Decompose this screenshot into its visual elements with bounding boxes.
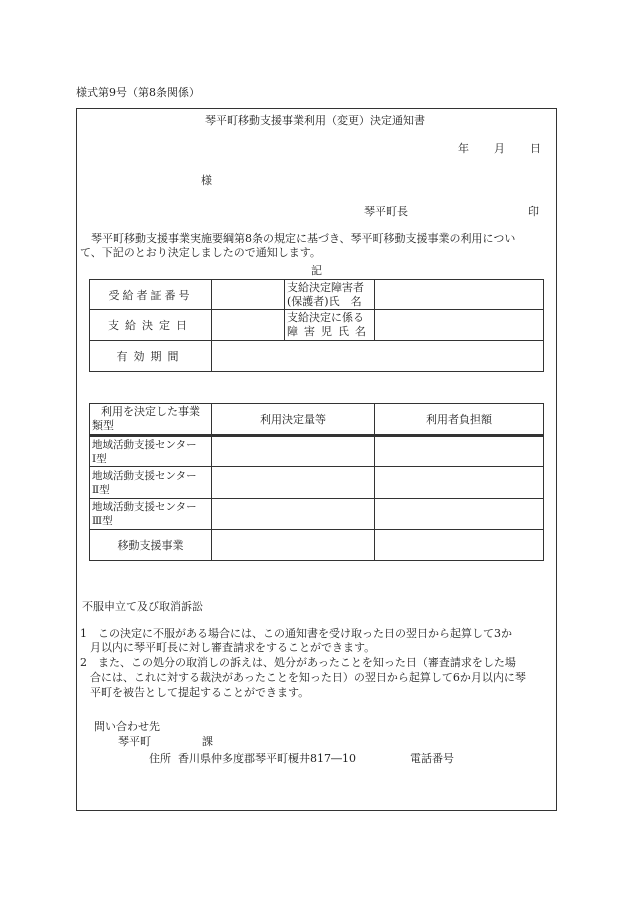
validity-value xyxy=(212,341,544,372)
date-day: 日 xyxy=(530,142,541,155)
appeal-item1-line2: 月以内に琴平町長に対し審査請求をすることができます。 xyxy=(90,641,376,654)
contact-address: 香川県仲多度郡琴平町榎井817―10 xyxy=(178,752,356,765)
contact-phone-label: 電話番号 xyxy=(410,752,454,765)
date-year: 年 xyxy=(458,142,469,155)
contact-town: 琴平町 xyxy=(118,735,151,748)
child-label: 支給決定に係る 障害児氏名 xyxy=(285,310,375,341)
type-row-3: 地域活動支援センター Ⅲ型 xyxy=(90,499,212,530)
child-value xyxy=(375,310,544,341)
mobility-label: 移動支援事業 xyxy=(90,530,212,561)
header-burden: 利用者負担額 xyxy=(375,404,544,435)
intro-line-2: て、下記のとおり決定しましたので通知します。 xyxy=(80,246,321,259)
decision-date-value xyxy=(212,310,285,341)
contact-section: 課 xyxy=(202,735,213,748)
amount-row-2 xyxy=(212,467,375,499)
type-row-1: 地域活動支援センター Ⅰ型 xyxy=(90,437,212,467)
burden-row-1 xyxy=(375,437,544,467)
seal: 印 xyxy=(528,205,539,218)
contact-heading: 問い合わせ先 xyxy=(94,720,160,733)
form-number: 様式第9号（第8条関係） xyxy=(76,86,200,99)
contact-address-label: 住所 xyxy=(149,752,171,765)
guardian-label: 支給決定障害者 (保護者)氏 名 xyxy=(285,280,375,310)
date-month: 月 xyxy=(494,142,505,155)
guardian-value xyxy=(375,280,544,310)
recipient-id-value xyxy=(212,280,285,310)
type-row-2: 地域活動支援センター Ⅱ型 xyxy=(90,467,212,499)
document-title: 琴平町移動支援事業利用（変更）決定通知書 xyxy=(205,114,425,127)
info-table xyxy=(89,279,544,372)
header-amount: 利用決定量等 xyxy=(212,404,375,435)
appeal-heading: 不服申立て及び取消訴訟 xyxy=(82,600,203,613)
amount-row-1 xyxy=(212,437,375,467)
validity-label: 有効期間 xyxy=(90,341,212,372)
burden-row-3 xyxy=(375,499,544,530)
mobility-burden xyxy=(375,530,544,561)
amount-row-3 xyxy=(212,499,375,530)
recipient-suffix: 様 xyxy=(201,174,212,187)
appeal-item2-line2: 合には、これに対する裁決があったことを知った日）の翌日から起算して6か月以内に琴 xyxy=(90,671,526,684)
mobility-amount xyxy=(212,530,375,561)
recipient-id-label: 受給者証番号 xyxy=(90,280,212,310)
appeal-item1-line1: 1 この決定に不服がある場合には、この通知書を受け取った日の翌日から起算して3か xyxy=(80,627,512,640)
ki-label: 記 xyxy=(311,264,322,277)
header-type: 利用を決定した事業 類型 xyxy=(90,404,212,435)
appeal-item2-line3: 平町を被告として提起することができます。 xyxy=(90,686,310,699)
issuer: 琴平町長 xyxy=(364,205,408,218)
service-table xyxy=(89,403,544,561)
decision-date-label: 支給決定日 xyxy=(90,310,212,341)
intro-line-1: 琴平町移動支援事業実施要綱第8条の規定に基づき、琴平町移動支援事業の利用につい xyxy=(80,232,516,245)
appeal-item2-line1: 2 また、この処分の取消しの訴えは、処分があったことを知った日（審査請求をした場 xyxy=(80,656,516,669)
burden-row-2 xyxy=(375,467,544,499)
